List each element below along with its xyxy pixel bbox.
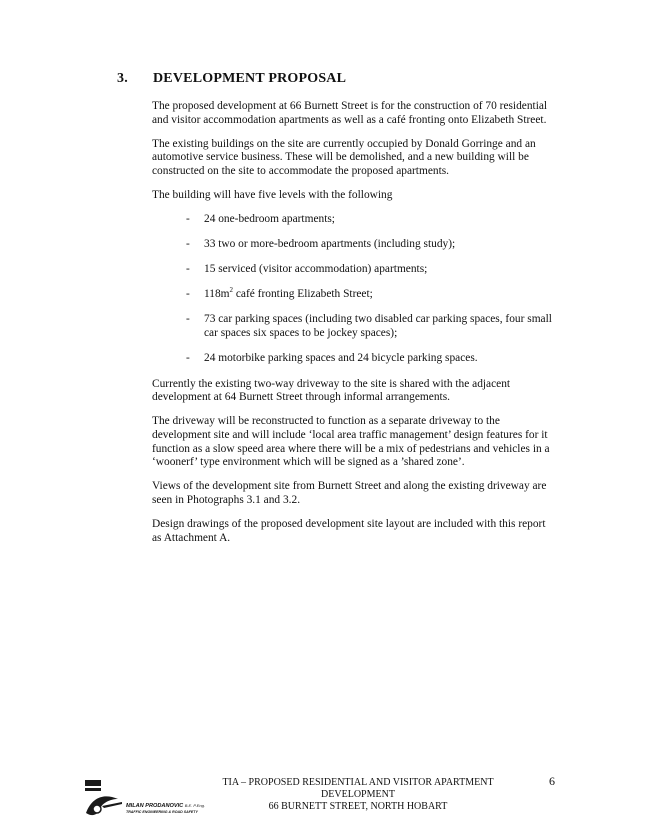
section-heading (117, 71, 346, 87)
list-dash: - (186, 352, 190, 365)
list-item-text: 15 serviced (visitor accommodation) apartments; (204, 263, 428, 276)
logo-tagline: TRAFFIC ENGINEERING & ROAD SAFETY (126, 810, 198, 814)
section-number: 3. (117, 71, 128, 86)
list-item (152, 352, 552, 366)
paragraph: The proposed development at 66 Burnett Street is for the construction of 70 residential and visitor accommodation apartments as well as a café fronting onto Elizabeth Street. (152, 100, 548, 126)
list-item (152, 263, 552, 277)
paragraph: The driveway will be reconstructed to function as a separate driveway to the development site and will include ‘local area traffic management’ design features for it function as a slow speed area where there will be a mix of pedestrians and vehicles in a ‘woonerf’ type environment which will be signed as a ’shared zone’. (152, 415, 550, 469)
logo-mark-icon (84, 779, 124, 819)
logo-name: MILAN PRODANOVIC B.E. P.Eng. (126, 803, 205, 809)
list-item (152, 213, 552, 227)
list-dash: - (186, 213, 190, 226)
paragraph: Views of the development site from Burnett Street and along the existing driveway are seen in Photographs 3.1 and 3.2. (152, 480, 547, 506)
section-body (152, 100, 552, 556)
list-item (152, 288, 552, 302)
list-dash: - (186, 288, 190, 301)
paragraph: Currently the existing two-way driveway to the site is shared with the adjacent development at 64 Burnett Street through informal arrangements. (152, 377, 511, 404)
list-item-text: $118m^2$ café fronting Elizabeth Street; (204, 286, 373, 301)
list-item-text: 73 car parking spaces (including two disabled car parking spaces, four small car spaces six spaces to be jockey spaces); (204, 313, 552, 340)
list-item-text: 33 two or more-bedroom apartments (including study); (204, 238, 456, 251)
footer-line: TIA – PROPOSED RESIDENTIAL AND VISITOR APARTMENT (222, 777, 494, 788)
footer-line: DEVELOPMENT (321, 789, 395, 800)
page-footer (190, 777, 526, 813)
list-dash: - (186, 238, 190, 251)
list-item (152, 238, 552, 252)
footer-line: 66 BURNETT STREET, NORTH HOBART (268, 801, 448, 812)
company-logo (84, 779, 205, 819)
section-title: DEVELOPMENT PROPOSAL (153, 71, 347, 86)
building-levels-list (152, 213, 552, 366)
paragraph: Design drawings of the proposed development site layout are included with this report as Attachment A. (152, 517, 546, 544)
paragraph: The existing buildings on the site are currently occupied by Donald Gorringe and an automotive service business. These will be demolished, and a new building will be constructed on the site to accommodate the proposed apartments. (152, 137, 536, 177)
page-number: 6 (549, 774, 555, 788)
list-item-text: 24 one-bedroom apartments; (204, 213, 335, 226)
paragraph: The building will have five levels with the following (152, 188, 393, 201)
list-item (152, 313, 552, 340)
list-dash: - (186, 313, 190, 326)
list-dash: - (186, 263, 190, 276)
list-item-text: 24 motorbike parking spaces and 24 bicycle parking spaces. (204, 352, 478, 365)
